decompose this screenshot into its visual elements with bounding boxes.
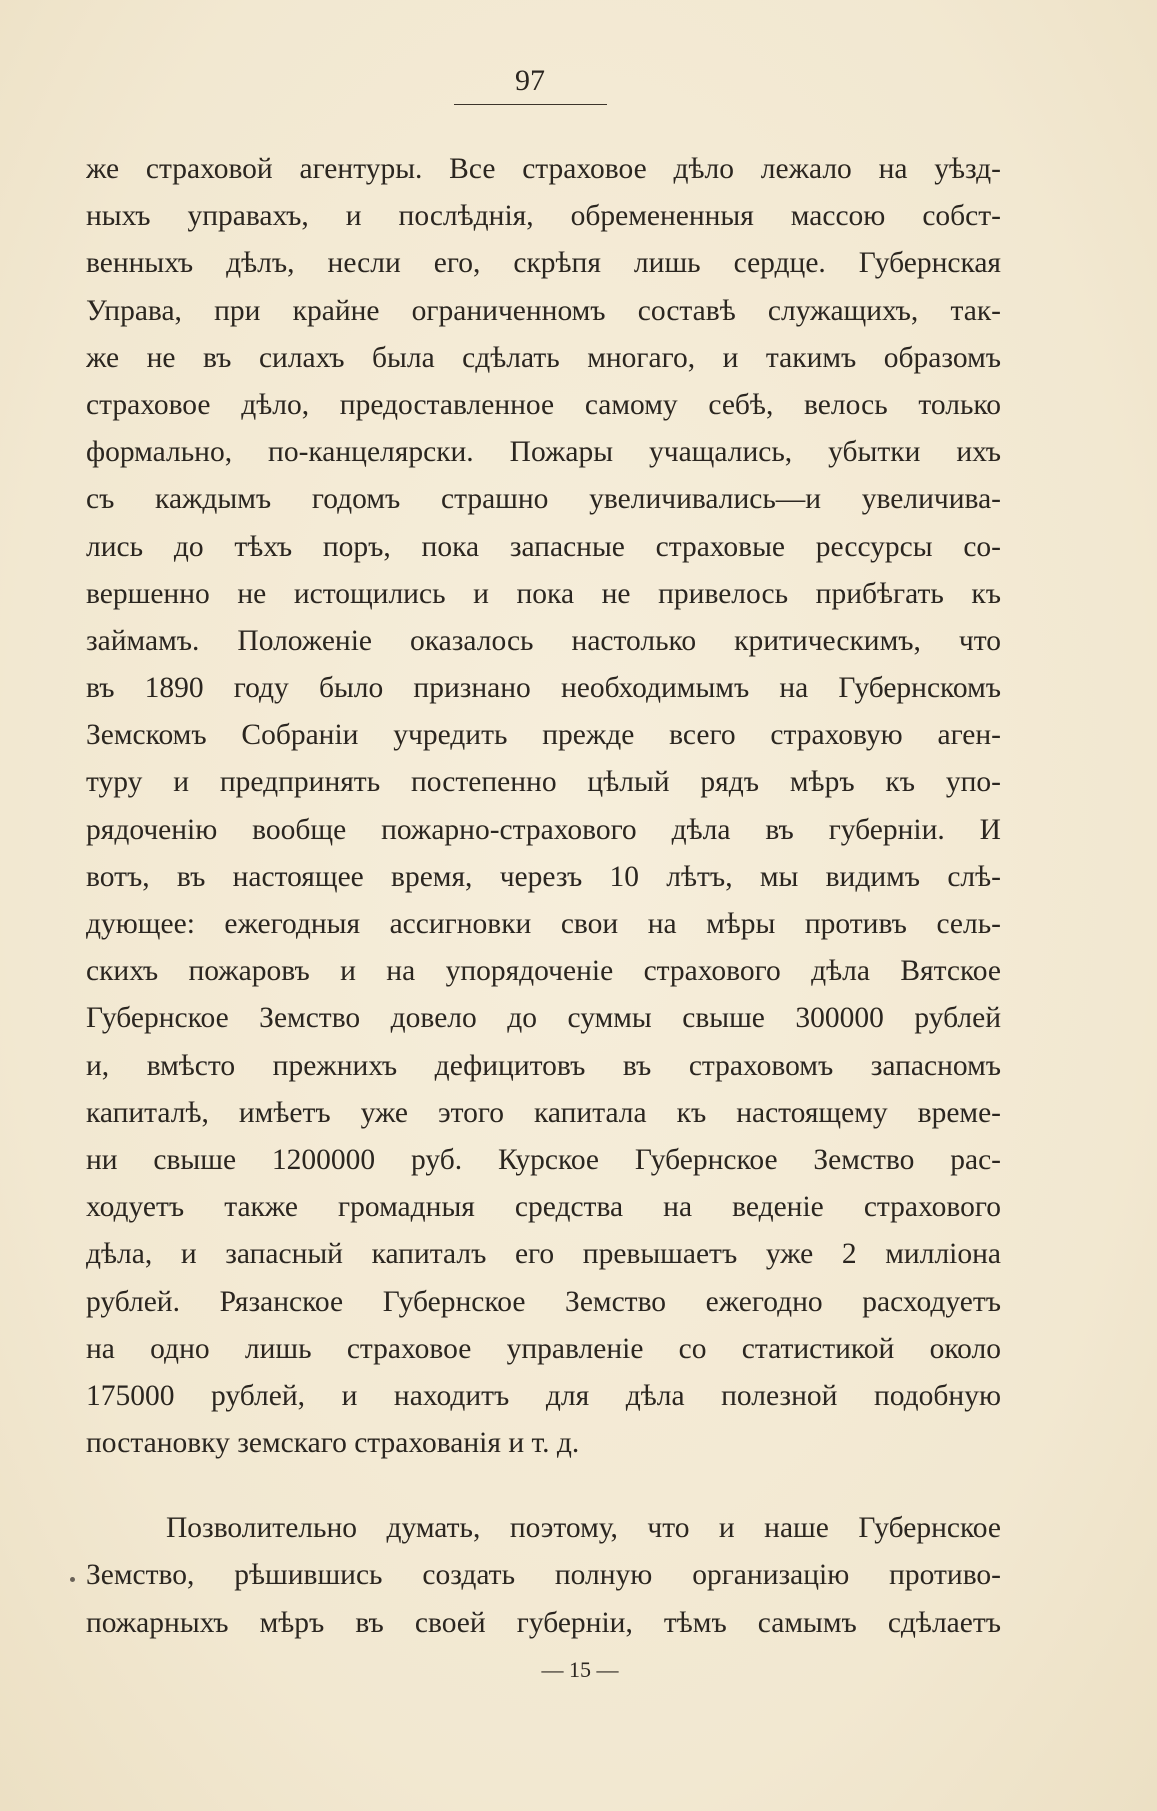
text-line: на одно лишь страховое управленіе со статистикой около [86,1332,1001,1365]
text-line: вотъ, въ настоящее время, черезъ 10 лѣтъ, мы видимъ слѣ- [86,860,1001,893]
signature-mark: — 15 — [541,1657,619,1682]
text-line: Земскомъ Собраніи учредить прежде всего страховую аген- [86,719,1001,752]
text-line: съ каждымъ годомъ страшно увеличивались—и увеличива- [86,483,1001,516]
text-line: въ 1890 году было признано необходимымъ на Губернскомъ [86,672,1001,705]
body-text [86,146,1001,1647]
paragraph-2 [86,1505,1001,1647]
text-line: Позволительно думать, поэтому, что и наше Губернское [166,1512,1001,1545]
paragraph-1 [86,146,1001,1467]
text-line: дѣла, и запасный капиталъ его превышаетъ уже 2 милліона [86,1238,1001,1271]
text-line: ни свыше 1200000 руб. Курское Губернское Земство рас- [86,1143,1001,1176]
paragraph-spacer [86,1467,1001,1505]
text-line: же страховой агентуры. Все страховое дѣло лежало на уѣзд- [86,153,1001,185]
text-line: ныхъ управахъ, и послѣднія, обремененныя массою собст- [86,200,1001,233]
text-line: ходуетъ также громадныя средства на веденіе страхового [86,1191,1001,1224]
text-line: рядоченію вообще пожарно-страхового дѣла въ губерніи. И [86,813,1001,846]
text-line: венныхъ дѣлъ, несли его, скрѣпя лишь сердце. Губернская [86,247,1001,280]
text-line: дующее: ежегодныя ассигновки свои на мѣры противъ сель- [86,908,1001,940]
text-line: туру и предпринять постепенно цѣлый рядъ мѣръ къ упо- [86,766,1001,799]
header-rule [454,104,607,105]
text-line: рублей. Рязанское Губернское Земство ежегодно расходуетъ [86,1285,1001,1318]
text-line: Губернское Земство довело до суммы свыше 300000 рублей [86,1002,1001,1035]
text-line: лись до тѣхъ поръ, пока запасные страховые рессурсы со- [86,530,1001,563]
text-line: Управа, при крайне ограниченномъ составѣ служащихъ, так- [86,294,1001,327]
text-line: 175000 рублей, и находитъ для дѣла полезной подобную [86,1379,1001,1412]
page-number: 97 [515,64,545,97]
text-line: скихъ пожаровъ и на упорядоченіе страхового дѣла Вятское [86,955,1001,988]
text-line: формально, по-канцелярски. Пожары учащались, убытки ихъ [86,436,1001,469]
text-line: займамъ. Положеніе оказалось настолько критическимъ, что [86,624,1001,657]
text-line: постановку земскаго страхованія и т. д. [86,1427,580,1460]
margin-dot [70,1577,75,1582]
text-line: же не въ силахъ была сдѣлать многаго, и такимъ образомъ [86,341,1001,374]
text-line: Земство, рѣшившись создать полную организацію противо- [86,1559,1001,1592]
text-line: вершенно не истощились и пока не привелось прибѣгать къ [86,577,1001,610]
text-line: капиталѣ, имѣетъ уже этого капитала къ настоящему време- [86,1096,1001,1129]
text-line: страховое дѣло, предоставленное самому себѣ, велось только [86,388,1001,421]
text-line: и, вмѣсто прежнихъ дефицитовъ въ страховомъ запасномъ [86,1049,1001,1082]
text-line: пожарныхъ мѣръ въ своей губерніи, тѣмъ самымъ сдѣлаетъ [86,1606,1001,1639]
